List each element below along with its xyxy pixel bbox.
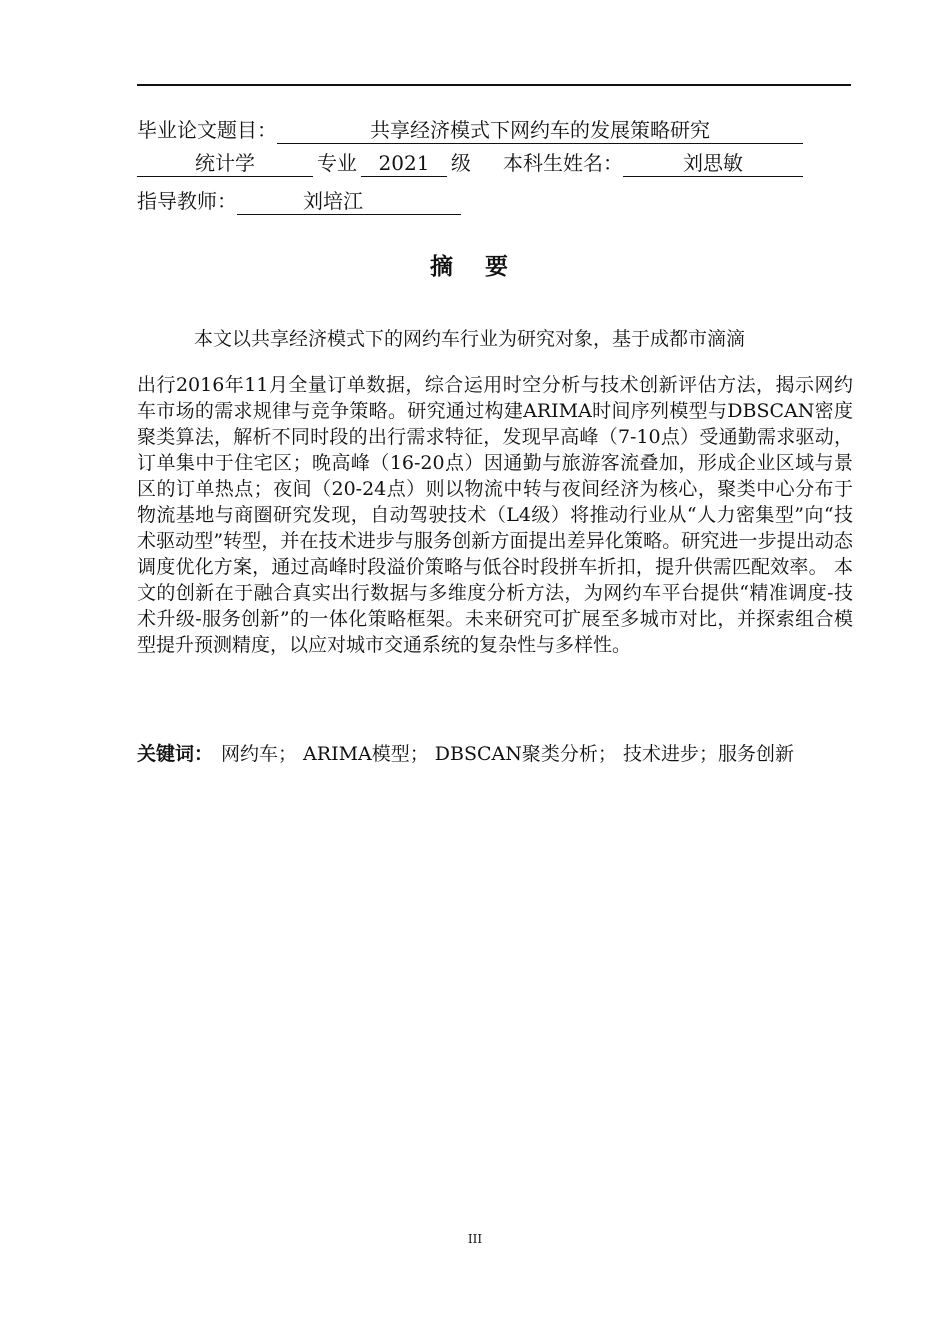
advisor-row [137,187,461,215]
abstract-first-line: 本文以共享经济模式下的网约车行业为研究对象，基于成都市滴滴 [194,328,746,350]
keywords-label: 关键词： [137,743,214,765]
abstract-paragraph: 出行2016年11月全量订单数据，综合运用时空分析与技术创新评估方法，揭示网约车市场的需求规律与竞争策略。研究通过构建ARIMA时间序列模型与DBSCAN密度聚类算法，解析不同时段的出行需求特征，发现早高峰（7-10点）受通勤需求驱动，订单集中于住宅区；晚高峰（16-20点）因通勤与旅游客流叠加，形成企业区域与景区的订单热点；夜间（20-24点）则以物流中转与夜间经济为核心，聚类中心分布于物流基地与商圈研究发现，自动驾驶技术（L4级）将推动行业从“人力密集型”向“技术驱动型”转型，并在技术进步与服务创新方面提出差异化策略。研究进一步提出动态调度优化方案，通过高峰时段溢价策略与低谷时段拼车折扣，提升供需匹配效率。 本文的创新在于融合真实出行数据与多维度分析方法，为网约车平台提供“精准调度-技术升级-服务创新”的一体化策略框架。未来研究可扩展至多城市对比，并探索组合模型提升预测精度，以应对城市交通系统的复杂性与多样性。 [137,374,853,656]
abstract-body [137,326,853,658]
year-label: 级 [451,151,471,175]
year-value: 2021 [361,150,447,177]
thesis-title-row [137,116,803,144]
major-value: 统计学 [137,150,313,177]
thesis-title-value: 共享经济模式下网约车的发展策略研究 [277,117,803,144]
keywords [137,740,853,768]
top-rule [137,84,851,86]
student-name-value: 刘思敏 [623,150,803,177]
page-number: III [467,1232,483,1246]
abstract-heading: 摘 要 [429,254,520,280]
advisor-value: 刘培江 [237,188,461,215]
student-info-row [137,149,803,177]
advisor-label: 指导教师： [137,189,237,213]
student-name-label: 本科生姓名： [503,151,623,175]
thesis-title-label: 毕业论文题目： [137,118,277,142]
major-label: 专业 [317,151,357,175]
keywords-text: 网约车； ARIMA模型； DBSCAN聚类分析； 技术进步；服务创新 [221,743,794,765]
